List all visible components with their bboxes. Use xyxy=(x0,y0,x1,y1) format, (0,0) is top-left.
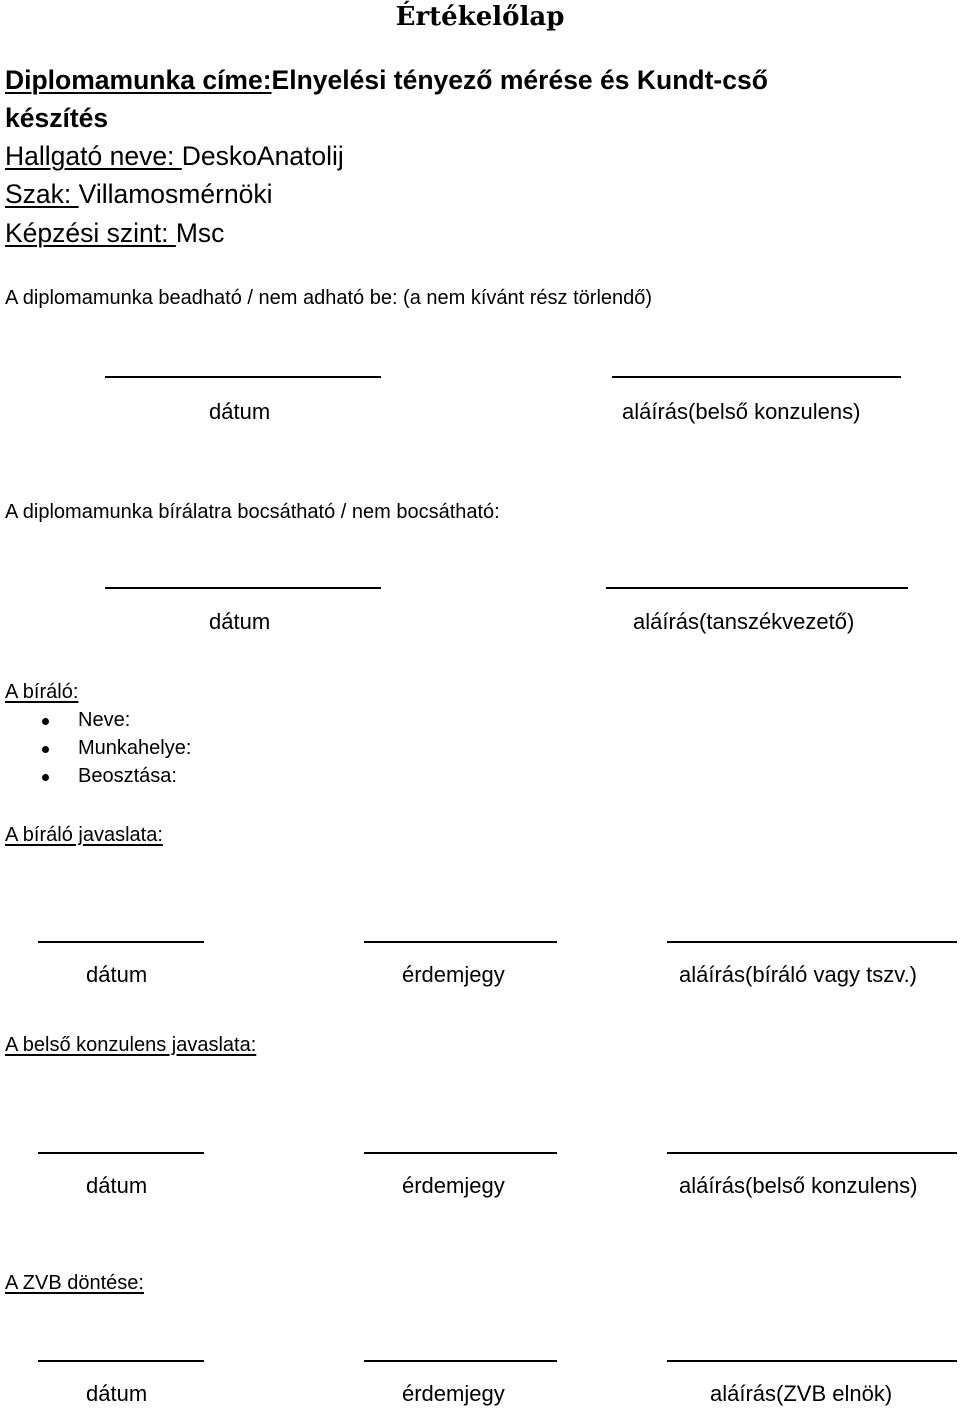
major-value: Villamosmérnöki xyxy=(78,179,273,209)
reviewer-workplace-field: Munkahelye: xyxy=(78,737,192,759)
student-row xyxy=(5,137,344,175)
signature-label: aláírás(belső konzulens) xyxy=(679,1173,918,1198)
submission-statement: A diplomamunka beadható / nem adható be: (a nem kívánt rész törlendő) xyxy=(5,287,653,309)
page-title: Értékelőlap xyxy=(395,2,565,32)
level-value: Msc xyxy=(175,218,225,248)
student-label: Hallgató neve: xyxy=(5,141,182,171)
reviewer-label: A bíráló: xyxy=(5,681,79,703)
reviewer-proposal-label: A bíráló javaslata: xyxy=(5,824,163,846)
signature-line xyxy=(667,1152,957,1154)
date-line xyxy=(38,1152,204,1154)
date-label: dátum xyxy=(209,399,271,424)
date-label: dátum xyxy=(86,962,148,987)
grade-line xyxy=(364,1152,557,1154)
thesis-title-label: Diplomamunka címe: xyxy=(5,65,272,95)
grade-label: érdemjegy xyxy=(402,962,505,987)
thesis-title-value: Elnyelési tényező mérése és Kundt-cső xyxy=(271,65,768,95)
reviewer-name-field: Neve: xyxy=(78,709,131,731)
major-row xyxy=(5,175,273,213)
grade-line xyxy=(364,941,557,943)
date-line xyxy=(38,941,204,943)
level-row xyxy=(5,214,224,252)
signature-line xyxy=(667,941,957,943)
signature-line xyxy=(667,1360,957,1362)
thesis-title-row xyxy=(5,61,768,99)
date-line xyxy=(38,1360,204,1362)
signature-label: aláírás(bíráló vagy tszv.) xyxy=(679,962,918,987)
signature-line xyxy=(612,376,901,378)
thesis-title-continuation: készítés xyxy=(5,103,109,133)
grade-line xyxy=(364,1360,557,1362)
level-label: Képzési szint: xyxy=(5,218,176,248)
bullet-icon xyxy=(42,774,49,781)
review-statement: A diplomamunka bírálatra bocsátható / nem bocsátható: xyxy=(5,501,500,523)
bullet-icon xyxy=(42,718,49,725)
date-signature-line xyxy=(105,376,381,378)
major-label: Szak: xyxy=(5,179,79,209)
signature-label: aláírás(ZVB elnök) xyxy=(710,1381,893,1406)
student-value: DeskoAnatolij xyxy=(181,141,344,171)
date-label: dátum xyxy=(86,1381,148,1406)
date-label: dátum xyxy=(209,609,271,634)
consultant-proposal-label: A belső konzulens javaslata: xyxy=(5,1034,257,1056)
zvb-decision-label: A ZVB döntése: xyxy=(5,1272,144,1294)
date-label: dátum xyxy=(86,1173,148,1198)
grade-label: érdemjegy xyxy=(402,1173,505,1198)
reviewer-position-field: Beosztása: xyxy=(78,765,177,787)
signature-line xyxy=(606,587,908,589)
bullet-icon xyxy=(42,746,49,753)
signature-label: aláírás(tanszékvezető) xyxy=(633,609,855,634)
grade-label: érdemjegy xyxy=(402,1381,505,1406)
signature-label: aláírás(belső konzulens) xyxy=(622,399,861,424)
date-signature-line xyxy=(105,587,381,589)
